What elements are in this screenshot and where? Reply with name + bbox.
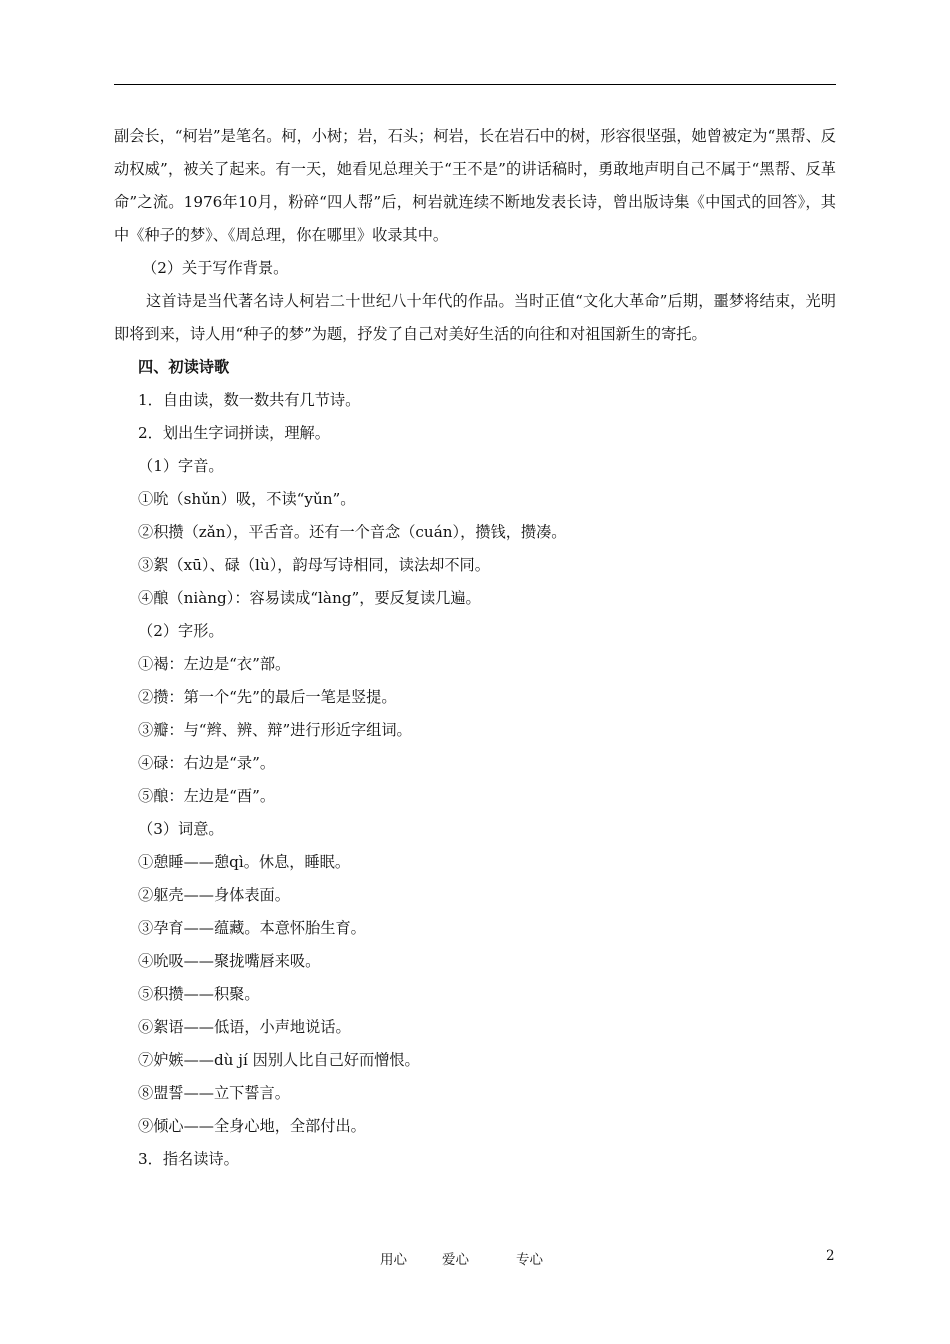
- pronunciation-item: ④酿（niàng）：容易读成“làng”，要反复读几遍。: [138, 589, 481, 607]
- intro-paragraph-2: 这首诗是当代著名诗人柯岩二十世纪八十年代的作品。当时正值“文化大革命”后期，噩梦将结束，光明即将到来，诗人用“种子的梦”为题，抒发了自己对美好生活的向往和对祖国新生的寄托。: [114, 292, 836, 343]
- glyph-item: ③瓣：与“辫、辨、辩”进行形近字组词。: [138, 721, 412, 739]
- glyph-item: ⑤酿：左边是“酉”。: [138, 787, 276, 805]
- meaning-item: ⑨倾心——全身心地，全部付出。: [138, 1117, 366, 1135]
- meaning-item: ⑦妒嫉——dù jí 因别人比自己好而憎恨。: [138, 1051, 420, 1069]
- meaning-item: ①憩睡——憩qì。休息，睡眠。: [138, 853, 351, 871]
- footer-word-2: 爱心: [442, 1252, 469, 1268]
- meaning-item: ③孕育——蕴藏。本意怀胎生育。: [138, 919, 366, 937]
- pronunciation-item: ①吮（shǔn）吸，不读“yǔn”。: [138, 490, 356, 508]
- header-rule: [114, 84, 836, 85]
- pronunciation-item: ②积攒（zǎn），平舌音。还有一个音念（cuán），攒钱，攒凑。: [138, 523, 567, 541]
- meaning-item: ④吮吸——聚拢嘴唇来吸。: [138, 952, 321, 970]
- document-body: [114, 120, 836, 1176]
- footer-word-1: 用心: [380, 1252, 407, 1268]
- meaning-item: ⑧盟誓——立下誓言。: [138, 1084, 290, 1102]
- glyph-item: ①褐：左边是“衣”部。: [138, 655, 291, 673]
- meaning-item: ②躯壳——身体表面。: [138, 886, 290, 904]
- meaning-item: ⑥絮语——低语，小声地说话。: [138, 1018, 351, 1036]
- section-title: 四、初读诗歌: [138, 358, 230, 376]
- pronunciation-item: ③絮（xū）、碌（lù），韵母写诗相同，读法却不同。: [138, 556, 490, 574]
- page-number: 2: [826, 1248, 835, 1264]
- meaning-item: ⑤积攒——积聚。: [138, 985, 260, 1003]
- glyph-heading: （2）字形。: [138, 622, 224, 640]
- glyph-item: ②攒：第一个“先”的最后一笔是竖提。: [138, 688, 397, 706]
- footer-motto: [380, 1248, 543, 1268]
- step-1: 1．自由读，数一数共有几节诗。: [138, 391, 361, 409]
- background-subheading: （2）关于写作背景。: [142, 259, 289, 277]
- meaning-heading: （3）词意。: [138, 820, 224, 838]
- intro-paragraph-1: 副会长，“柯岩”是笔名。柯，小树；岩，石头；柯岩，长在岩石中的树，形容很坚强，她曾被定为“黑帮、反动权威”，被关了起来。有一天，她看见总理关于“王不是”的讲话稿时，勇敢地声明自己不属于“黑帮、反革命”之流。1976年10月，粉碎“四人帮”后，柯岩就连续不断地发表长诗，曾出版诗集《中国式的回答》，其中《种子的梦》、《周总理，你在哪里》收录其中。: [114, 127, 836, 244]
- step-3: 3．指名读诗。: [138, 1150, 239, 1168]
- step-2: 2．划出生字词拼读，理解。: [138, 424, 330, 442]
- pronunciation-heading: （1）字音。: [138, 457, 224, 475]
- glyph-item: ④碌：右边是“录”。: [138, 754, 276, 772]
- footer-word-3: 专心: [516, 1252, 543, 1268]
